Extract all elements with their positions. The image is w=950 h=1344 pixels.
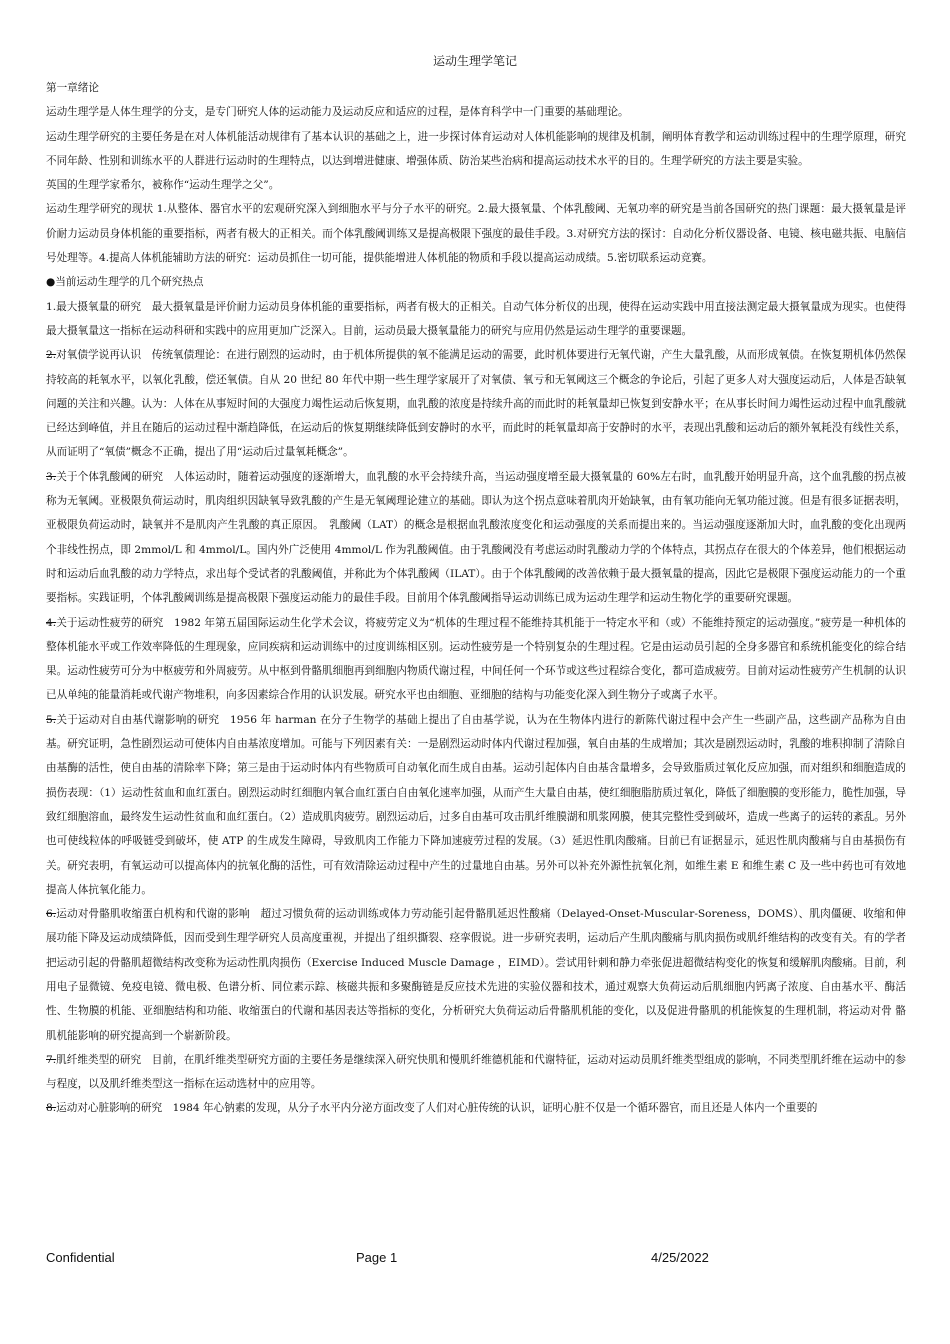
topic-text: 肌纤维类型的研究 目前，在肌纤维类型研究方面的主要任务是继续深入研究快肌和慢肌纤维德机能和代谢特征，运动对运动员肌纤维类型组成的影响，不同类型肌纤维在运动中的参与程度，以及肌纤维类型这一指标在运动选材中的应用等。 <box>46 1053 906 1091</box>
topic-paragraph <box>46 902 906 1048</box>
document-body <box>46 76 906 1121</box>
topic-text: 关于运动对自由基代谢影响的研究 1956 年 harman 在分子生物学的基础上提出了自由基学说，认为在生物体内进行的新陈代谢过程中会产生一些副产品，这些副产品称为自由基。研究证明，急性剧烈运动可使体内自由基浓度增加。可能与下列因素有关：一是剧烈运动时体内代谢过程加强，氧自由基的生成增加；其次是剧烈运动时，乳酸的堆积抑制了清除自由基酶的活性，使自由基的清除率下降；第三是由于运动时体内有些物质可自动氧化而生成自由基。运动引起体内自由基含量增多，会导致脂质过氧化反应加强，而对组织和细胞造成的损伤表现：（1）运动性贫血和血红蛋白。剧烈运动时红细胞内氧合血红蛋白自由氧化速率加强，从而产生大量自由基，使红细胞脂肪质过氧化，降低了细胞膜的变形能力，脆性加强，导致红细胞溶血，最终发生运动性贫血和血红蛋白。（2）造成肌肉疲劳。剧烈运动后，过多自由基可攻击肌纤维膜湖和肌浆网膜，使其完整性受到破坏，造成一些离子的运转的紊乱。另外也可使线粒体的呼吸链受到破坏，使 ATP 的生成发生障碍，导致肌肉工作能力下降加速疲劳过程的发展。（3）延迟性肌肉酸痛。目前已有证据显示，延迟性肌肉酸痛与自由基损伤有关。研究表明，有氧运动可以提高体内的抗氧化酶的活性，可有效清除运动过程中产生的过量地自由基。另外可以补充外源性抗氧化剂，如维生素 E 和维生素 C 及一些中药也可有效地提高人体抗氧化能力。 <box>46 713 906 896</box>
topic-number: 1. <box>46 300 57 313</box>
paragraph-status: 运动生理学研究的现状 1.从整体、器官水平的宏观研究深入到细胞水平与分子水平的研究。2.最大摄氧量、个体乳酸阈、无氧功率的研究是当前各国研究的热门课题：最大摄氧量是评价耐力运动员身体机能的重要指标，两者有极大的正相关。而个体乳酸阈训练又是提高极限下强度的最佳手段。3.对研究方法的探讨：自动化分析仪器设备、电镜、核电磁共振、电脑信号处理等。4.提高人体机能辅助方法的研究：运动员抓住一切可能，提供能增进人体机能的物质和手段以提高运动成绩。5.密切联系运动竞赛。 <box>46 203 906 265</box>
topic-paragraph <box>46 1096 906 1120</box>
topic-number: 5. <box>46 713 57 726</box>
chapter-heading: 第一章绪论 <box>46 82 99 94</box>
topic-paragraph <box>46 295 906 344</box>
topic-number: 8. <box>46 1102 57 1115</box>
topic-paragraph <box>46 465 906 611</box>
document-title: 运动生理学笔记 <box>432 54 517 68</box>
topic-paragraph <box>46 611 906 708</box>
topic-paragraph <box>46 343 906 464</box>
topic-number: 7. <box>46 1053 57 1066</box>
paragraph-tasks: 运动生理学研究的主要任务是在对人体机能活动规律有了基本认识的基础之上，进一步探讨体育运动对人体机能影响的规律及机制，阐明体育教学和运动训练过程中的生理学原理，研究不同年龄、性别和训练水平的人群进行运动时的生理特点，以达到增进健康、增强体质、防治某些治病和提高运动技术水平的目的。生理学研究的方法主要是实验。 <box>46 130 906 167</box>
footer-date: 4/25/2022 <box>651 1250 709 1265</box>
footer-page-number: Page 1 <box>356 1250 398 1265</box>
topic-text: 运动对心脏影响的研究 1984 年心钠素的发现，从分子水平内分泌方面改变了人们对心脏传统的认识，证明心脏不仅是一个循环器官，而且还是人体内一个重要的 <box>56 1102 818 1115</box>
topic-text: 关于个体乳酸阈的研究 人体运动时，随着运动强度的逐渐增大，血乳酸的水平会持续升高，当运动强度增至最大摄氧量的 60%左右时，血乳酸开始明显升高，这个血乳酸的拐点被称为无氧阈。亚极限负荷运动时，肌肉组织因缺氧导致乳酸的产生是无氧阈理论建立的基础。即认为这个拐点意味着肌肉开始缺氧，由有氧功能向无氧功能过渡。但是有很多证据表明，亚极限负荷运动时，缺氧并不是肌肉产生乳酸的真正原因。 乳酸阈（LAT）的概念是根据血乳酸浓度变化和运动强度的关系而提出来的。当运动强度逐渐加大时，血乳酸的变化出现两个非线性拐点，即 2mmol/L 和 4mmol/L。国内外广泛使用 4mmol/L 作为乳酸阈值。由于乳酸阈没有考虑运动时乳酸动力学的个体特点，其拐点存在很大的个体差异，他们根据运动时和运动后血乳酸的动力学特点，求出每个受试者的乳酸阈值，并称此为个体乳酸阈（ILAT）。由于个体乳酸阈的改善依赖于最大摄氧量的提高，因此它是极限下强度运动能力的一个重要指标。实践证明，个体乳酸阈训练是提高极限下强度运动能力的最佳手段。目前用个体乳酸阈指导运动训练已成为运动生理学和运动生物化学的重要研究课题。 <box>46 470 906 605</box>
topic-text: 关于运动性疲劳的研究 1982 年第五届国际运动生化学术会议，将疲劳定义为“机体的生理过程不能维持其机能于一特定水平和（或）不能维持预定的运动强度。”疲劳是一种机体的整体机能水平或工作效率降低的生理现象，应同疾病和运动训练中的过度训练相区别。运动性疲劳是一个特别复杂的生理过程。它是由运动员引起的全身多器官和系统机能变化的综合结果。运动性疲劳可分为中枢疲劳和外周疲劳。从中枢到骨骼肌细胞再到细胞内物质代谢过程，中间任何一个环节或这些过程综合变化，都可造成疲劳。目前对运动性疲劳产生机制的认识已从单纯的能量消耗或代谢产物堆积，向多因素综合作用的认识发展。研究水平也由细胞、亚细胞的结构与功能变化深入到生物分子或离子水平。 <box>46 616 906 702</box>
paragraph-definition: 运动生理学是人体生理学的分支，是专门研究人体的运动能力及运动反应和适应的过程，是体育科学中一门重要的基础理论。 <box>46 106 629 119</box>
paragraph-hill: 英国的生理学家希尔，被称作“运动生理学之父”。 <box>46 179 280 192</box>
topic-number: 6. <box>46 908 57 921</box>
topic-text: 运动对骨骼肌收缩蛋白机构和代谢的影响 超过习惯负荷的运动训练或体力劳动能引起骨骼肌延迟性酸痛（Delayed-Onset-Muscular-Soreness，DOMS）、肌肉僵硬、收缩和伸展功能下降及运动成绩降低，因而受到生理学研究人员高度重视，并提出了组织撕裂、痉挛假说。进一步研究表明，运动后产生肌肉酸痛与肌肉损伤或肌纤维结构的改变有关。有的学者把运动引起的骨骼肌超微结构改变称为运动性肌肉损伤（Exercise Induced Muscle Damage ，EIMD）。尝试用针刺和静力牵张促进超微结构变化的恢复和缓解肌肉酸痛。目前，利用电子显微镜、免疫电镜、微电极、色谱分析、同位素示踪、核磁共振和多聚酶链是反应技术先进的实验仪器和技术，通过观察大负荷运动后肌细胞内钙离子浓度、自由基水平、酶活性、生物膜的机能、亚细胞结构和功能、收缩蛋白的代谢和基因表达等指标的变化，分析研究大负荷运动后骨骼肌机能的变化，以及促进骨骼肌的机能恢复的生理机制，将运动对骨 骼肌机能影响的研究提高到一个崭新阶段。 <box>46 908 906 1042</box>
topic-text: 最大摄氧量的研究 最大摄氧量是评价耐力运动员身体机能的重要指标，两者有极大的正相关。自动气体分析仪的出现，使得在运动实践中用直接法测定最大摄氧量成为现实。也使得最大摄氧量这一指标在运动科研和实践中的应用更加广泛深入。目前，运动员最大摄氧量能力的研究与应用仍然是运动生理学的重要课题。 <box>46 300 906 337</box>
topic-number: 3. <box>46 470 57 483</box>
topic-number: 2. <box>46 349 57 362</box>
footer-confidential: Confidential <box>46 1250 115 1265</box>
topic-paragraph <box>46 1048 906 1097</box>
section-heading-hotspots: ●当前运动生理学的几个研究热点 <box>46 276 204 289</box>
page-footer <box>46 1250 906 1270</box>
topic-number: 4. <box>46 616 57 629</box>
topic-paragraph <box>46 708 906 902</box>
topic-text: 对氧债学说再认识 传统氧债理论：在进行剧烈的运动时，由于机体所提供的氧不能满足运动的需要，此时机体要进行无氧代谢，产生大量乳酸，从而形成氧债。在恢复期机体仍然保持较高的耗氧水平，以氧化乳酸，偿还氧债。自从 20 世纪 80 年代中期一些生理学家展开了对氧债、氧亏和无氧阈这三个概念的争论后，引起了更多人对大强度运动后，人体是否缺氧问题的关注和兴趣。认为：人体在从事短时间的大强度力竭性运动后恢复期，血乳酸的浓度是持续升高的而此时的耗氧量却已恢复到安静水平；在从事长时间力竭性运动过程中血乳酸就已经达到峰值，并且在随后的运动过程中渐趋降低，在运动后的恢复期继续降低到安静时的水平，而此时的耗氧量却高于安静时的水平，表现出乳酸和运动后的额外氧耗没有线性关系，从而证明了“氧债”概念不正确，提出了用“运动后过量氧耗概念”。 <box>46 349 906 459</box>
